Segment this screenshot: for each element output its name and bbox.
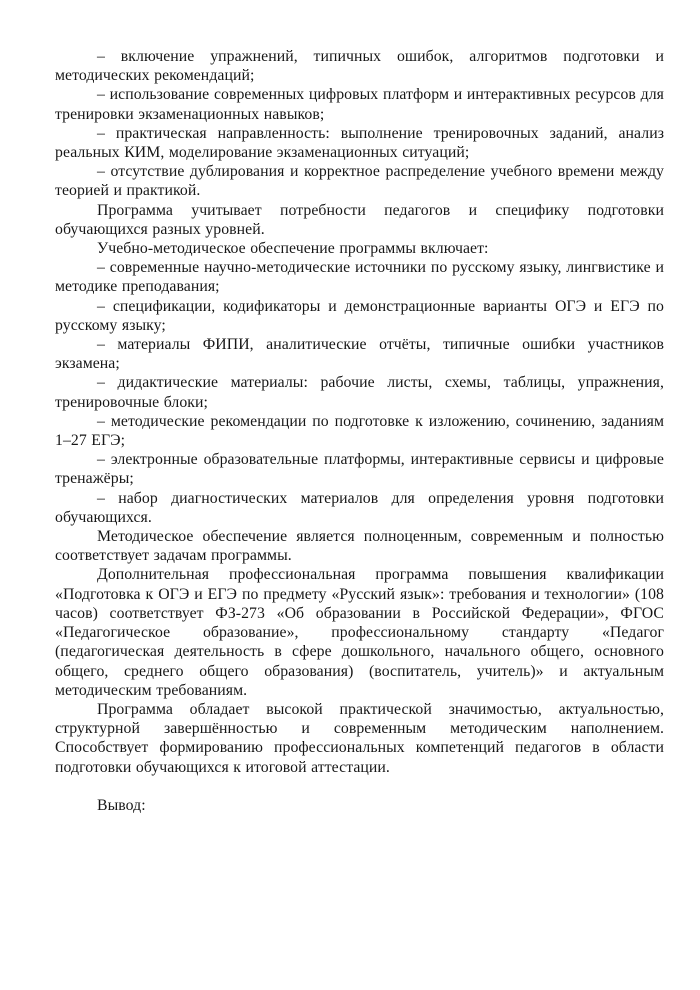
bullet-item-specifications: – спецификации, кодификаторы и демонстрационные варианты ОГЭ и ЕГЭ по русскому языку; <box>55 297 664 334</box>
body-paragraph-compliance: Дополнительная профессиональная программа повышения квалификации «Подготовка к ОГЭ и ЕГЭ по предмету «Русский язык»: требования и технологии» (108 часов) соответствует ФЗ-273 «Об образовании в Российской Федерации», ФГОС «Педагогическое образование», профессиональному стандарту «Педагог (педагогическая деятельность в сфере дошкольного, начального общего, основного общего, среднего общего образования) (воспитатель, учитель)» и актуальным методическим требованиям. <box>55 566 664 699</box>
bullet-item-practical: – практическая направленность: выполнение тренировочных заданий, анализ реальных КИМ, моделирование экзаменационных ситуаций; <box>55 124 664 162</box>
bullet-item-eplatforms: – электронные образовательные платформы, интерактивные сервисы и цифровые тренажёры; <box>55 451 664 488</box>
bullet-item-sources: – современные научно-методические источники по русскому языку, лингвистике и методике преподавания; <box>55 259 664 296</box>
bullet-item-recommendations: – методические рекомендации по подготовке к изложению, сочинению, заданиям 1–27 ЕГЭ; <box>55 412 664 450</box>
bullet-item-exercises: – включение упражнений, типичных ошибок, алгоритмов подготовки и методических рекомендаций; <box>55 48 664 85</box>
body-paragraph-significance: Программа обладает высокой практической значимостью, актуальностью, структурной завершённостью и современным методическим наполнением. Способствует формированию профессиональных компетенций педагогов в области подготовки обучающихся к итоговой аттестации. <box>55 700 664 776</box>
bullet-item-no-duplication: – отсутствие дублирования и корректное распределение учебного времени между теорией и практикой. <box>55 163 664 200</box>
body-paragraph-umo-summary: Методическое обеспечение является полноценным, современным и полностью соответствует задачам программы. <box>55 528 664 565</box>
bullet-item-fipi: – материалы ФИПИ, аналитические отчёты, типичные ошибки участников экзамена; <box>55 336 664 373</box>
body-paragraph-needs: Программа учитывает потребности педагогов и специфику подготовки обучающихся разных уровней. <box>55 201 664 238</box>
body-paragraph-umo-intro: Учебно-методическое обеспечение программы включает: <box>97 240 489 258</box>
bullet-item-didactic: – дидактические материалы: рабочие листы, схемы, таблицы, упражнения, тренировочные блоки; <box>55 374 664 411</box>
bullet-item-platforms: – использование современных цифровых платформ и интерактивных ресурсов для тренировки экзаменационных навыков; <box>55 86 664 123</box>
bullet-item-diagnostics: – набор диагностических материалов для определения уровня подготовки обучающихся. <box>55 489 664 526</box>
conclusion-label: Вывод: <box>97 796 146 814</box>
